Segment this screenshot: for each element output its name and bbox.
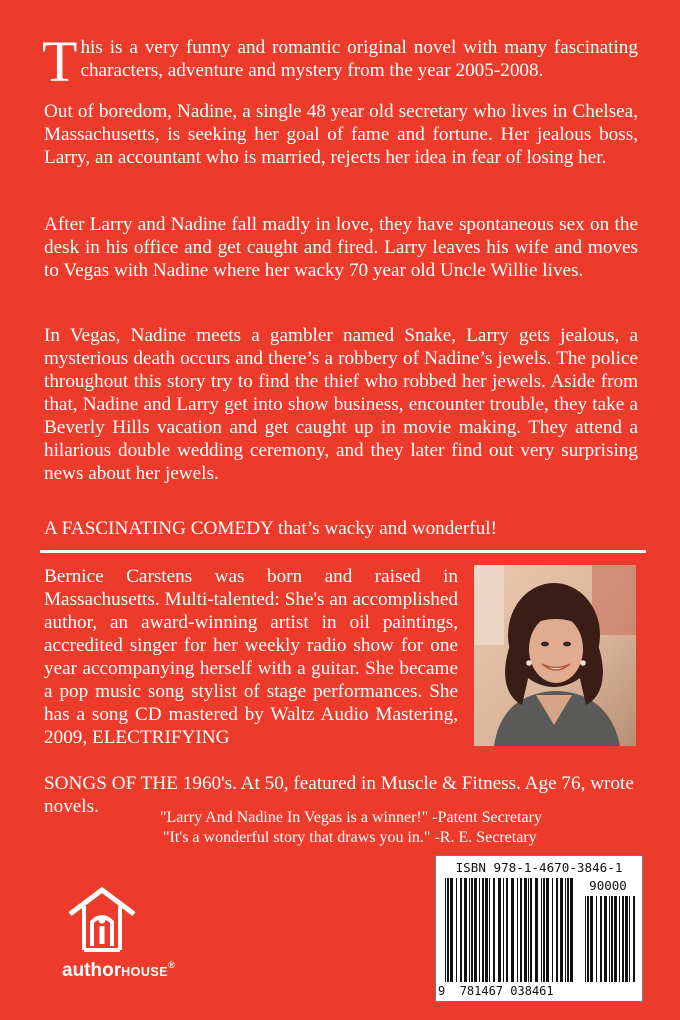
- registered-mark: ®: [168, 960, 175, 970]
- barcode-bar: [464, 878, 467, 982]
- barcode-bar: [619, 896, 620, 982]
- barcode-bar: [600, 896, 602, 982]
- ean-left-digits: 781467: [459, 984, 504, 998]
- synopsis-paragraph-4: In Vegas, Nadine meets a gambler named Snake, Larry gets jealous, a mysterious death occurs and there’s a robbery of Nadine’s jewels. The police throughout this story try to find the thief who robbed her jewels. Aside from that, Nadine and Larry get into show business, encounter trouble, they take a Beverly Hills vacation and get caught up in movie making. They attend a hilarious double wedding ceremony, and they later find out very surprising news about her jewels.: [44, 325, 638, 484]
- drop-cap: T: [42, 29, 78, 94]
- barcode-bar: [456, 878, 457, 982]
- barcode-bar: [590, 896, 593, 982]
- synopsis-paragraph-3: After Larry and Nadine fall madly in love, they have spontaneous sex on the desk in his office and get caught and fired. Larry leaves his wife and moves to Vegas with Nadine where her wacky 70 year old Uncle Willie lives.: [44, 214, 638, 281]
- barcode-bar: [570, 878, 573, 982]
- author-bio-continued: SONGS OF THE 1960's. At 50, featured in Muscle & Fitness. Age 76, wrote novels.: [44, 773, 634, 817]
- barcode-bar: [506, 878, 508, 982]
- synopsis-paragraph-2: Out of boredom, Nadine, a single 48 year old secretary who lives in Chelsea, Massachusetts, is seeking her goal of fame and fortune. Her jealous boss, Larry, an accountant who is married, rejects her idea in fear of losing her.: [44, 101, 638, 168]
- barcode-bar: [528, 878, 529, 982]
- synopsis-paragraph-1-text: his is a very funny and romantic original novel with many fascinating characters, adventure and mystery from the year 2005-2008.: [80, 37, 638, 81]
- ean-first-digit: 9: [438, 984, 446, 998]
- barcode-bar: [556, 878, 558, 982]
- barcode-bar: [567, 878, 569, 982]
- barcode-bar: [479, 878, 480, 982]
- barcode-bar: [614, 896, 617, 982]
- publisher-name-upper: HOUSE: [121, 965, 169, 979]
- barcode-bar: [543, 878, 545, 982]
- barcode-bar: [474, 878, 477, 982]
- price-code: 90000: [589, 878, 627, 893]
- tagline: A FASCINATING COMEDY that’s wacky and wonderful!: [44, 518, 497, 539]
- barcode-bar: [447, 878, 449, 982]
- barcode-bar: [489, 878, 490, 982]
- authorhouse-logo-icon: [62, 876, 190, 958]
- barcode-bar: [535, 878, 538, 982]
- review-quote-2: "It's a wonderful story that draws you in." -R. E. Secretary: [163, 829, 537, 846]
- barcode-bar: [552, 878, 553, 982]
- author-portrait-icon: [474, 565, 636, 746]
- barcode-bar: [503, 878, 504, 982]
- barcode-bar: [587, 896, 589, 982]
- publisher-name-lower: author: [62, 960, 122, 981]
- synopsis-paragraph-1: [42, 29, 638, 94]
- ean-right-digits: 038461: [510, 984, 554, 998]
- barcode-panel: [435, 855, 643, 1002]
- barcode-bar: [485, 878, 488, 982]
- barcode-bar: [611, 896, 613, 982]
- barcode-bar: [445, 878, 446, 982]
- review-quote-1: "Larry And Nadine In Vegas is a winner!" -Patent Secretary: [160, 809, 542, 826]
- barcode-bar: [565, 878, 566, 982]
- publisher-name: [62, 960, 175, 982]
- barcode-bar: [625, 896, 628, 982]
- author-bio: Bernice Carstens was born and raised in Massachusetts. Multi-talented: She's an accomplished author, an award-winning artist in oil paintings, accredited singer for her weekly radio show for one year accompanying herself with a guitar. She became a pop music song stylist of stage performances. She has a song CD mastered by Waltz Audio Mastering, 2009, ELECTRIFYING: [44, 566, 458, 748]
- barcode-bar: [471, 878, 473, 982]
- barcode-bar: [629, 896, 630, 982]
- ean-barcode: [444, 878, 574, 982]
- price-barcode: [584, 896, 636, 982]
- barcode-bar: [498, 878, 501, 982]
- ean-digits: [438, 984, 638, 998]
- author-photo: [474, 565, 636, 746]
- barcode-bar: [530, 878, 532, 982]
- barcode-bar: [546, 878, 549, 982]
- barcode-bar: [596, 896, 597, 982]
- divider: [40, 550, 646, 553]
- barcode-bar: [524, 878, 527, 982]
- barcode-bar: [469, 878, 470, 982]
- barcode-bar: [482, 878, 484, 982]
- barcode-bar: [517, 878, 518, 982]
- barcode-bar: [609, 896, 610, 982]
- barcode-bar: [633, 896, 635, 982]
- barcode-bar: [511, 878, 514, 982]
- barcode-bar: [585, 896, 586, 982]
- barcode-bar: [604, 896, 607, 982]
- barcode-bar: [493, 878, 495, 982]
- isbn-number: ISBN 978-1-4670-3846-1: [455, 860, 623, 875]
- barcode-bar: [622, 896, 624, 982]
- barcode-bar: [460, 878, 462, 982]
- barcode-bar: [541, 878, 542, 982]
- barcode-bar: [520, 878, 522, 982]
- barcode-bar: [450, 878, 453, 982]
- barcode-bar: [560, 878, 563, 982]
